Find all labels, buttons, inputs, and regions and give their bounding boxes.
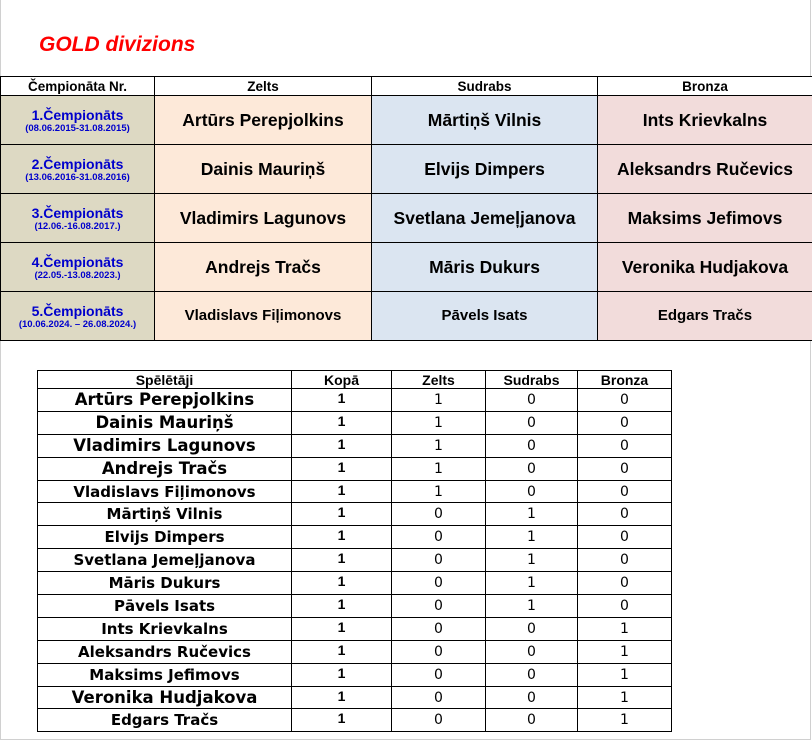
- player-name: Svetlana Jemeļjanova: [38, 549, 292, 572]
- player-total: 1: [292, 389, 392, 412]
- player-name: Maksims Jefimovs: [38, 663, 292, 686]
- header-players: Spēlētāji: [38, 371, 292, 389]
- player-silver-count: 0: [486, 709, 578, 732]
- player-silver-count: 0: [486, 457, 578, 480]
- player-bronze-count: 1: [578, 640, 672, 663]
- player-silver-count: 1: [486, 549, 578, 572]
- championship-title: 5.Čempionāts: [31, 302, 124, 319]
- players-body: [38, 389, 672, 732]
- header-silver: Sudrabs: [372, 77, 598, 96]
- player-bronze-count: 0: [578, 434, 672, 457]
- player-row: [38, 686, 672, 709]
- player-total: 1: [292, 457, 392, 480]
- bronze-winner: Veronika Hudjakova: [621, 256, 789, 277]
- player-row: [38, 480, 672, 503]
- player-total: 1: [292, 503, 392, 526]
- championship-nr-cell: [1, 194, 155, 243]
- player-bronze-count: 1: [578, 663, 672, 686]
- silver-winner: Pāvels Isats: [441, 307, 528, 324]
- player-bronze-count: 0: [578, 549, 672, 572]
- championship-nr-cell: [1, 96, 155, 145]
- player-name: Vladimirs Lagunovs: [38, 434, 292, 457]
- player-row: [38, 503, 672, 526]
- players-header-row: [38, 371, 672, 389]
- player-row: [38, 411, 672, 434]
- silver-winner: Elvijs Dimpers: [424, 158, 545, 179]
- gold-winner: Vladislavs Fiļimonovs: [184, 307, 342, 324]
- player-total: 1: [292, 663, 392, 686]
- player-total: 1: [292, 549, 392, 572]
- championship-row: [1, 243, 812, 292]
- championship-dates: (10.06.2024. – 26.08.2024.): [18, 318, 137, 330]
- player-name: Mārtiņš Vilnis: [38, 503, 292, 526]
- championship-title: 1.Čempionāts: [31, 106, 124, 123]
- player-total: 1: [292, 640, 392, 663]
- player-row: [38, 617, 672, 640]
- player-name: Dainis Mauriņš: [38, 411, 292, 434]
- player-name: Vladislavs Fiļimonovs: [38, 480, 292, 503]
- player-silver-count: 0: [486, 640, 578, 663]
- header-total: Kopā: [292, 371, 392, 389]
- bronze-winner: Aleksandrs Ručevics: [616, 158, 794, 179]
- player-total: 1: [292, 572, 392, 595]
- player-silver-count: 0: [486, 411, 578, 434]
- player-row: [38, 572, 672, 595]
- player-gold-count: 0: [392, 640, 486, 663]
- player-gold-count: 0: [392, 709, 486, 732]
- player-gold-count: 1: [392, 434, 486, 457]
- championship-dates: (12.06.-16.08.2017.): [34, 220, 121, 232]
- player-bronze-count: 0: [578, 457, 672, 480]
- championship-title: 2.Čempionāts: [31, 155, 124, 172]
- player-row: [38, 595, 672, 618]
- player-silver-count: 0: [486, 663, 578, 686]
- player-gold-count: 1: [392, 411, 486, 434]
- player-silver-count: 0: [486, 617, 578, 640]
- championship-row: [1, 96, 812, 145]
- championships-table: [0, 76, 812, 341]
- silver-winner: Mārtiņš Vilnis: [427, 109, 542, 130]
- player-row: [38, 640, 672, 663]
- player-name: Pāvels Isats: [38, 595, 292, 618]
- header-bronze: Bronza: [598, 77, 812, 96]
- player-gold-count: 0: [392, 663, 486, 686]
- championship-dates: (08.06.2015-31.08.2015): [25, 122, 130, 134]
- player-row: [38, 526, 672, 549]
- silver-winner: Māris Dukurs: [429, 256, 540, 277]
- player-silver-count: 1: [486, 526, 578, 549]
- player-name: Veronika Hudjakova: [38, 686, 292, 709]
- page-title: GOLD divizions: [39, 33, 196, 56]
- player-silver-count: 1: [486, 503, 578, 526]
- silver-winner: Svetlana Jemeļjanova: [393, 207, 576, 228]
- player-row: [38, 457, 672, 480]
- player-gold-count: 0: [392, 595, 486, 618]
- header-gold: Zelts: [155, 77, 372, 96]
- championship-nr-cell: [1, 243, 155, 292]
- player-silver-count: 0: [486, 434, 578, 457]
- championships-header-row: [1, 77, 812, 96]
- player-silver-count: 1: [486, 572, 578, 595]
- player-silver-count: 1: [486, 595, 578, 618]
- championship-row: [1, 194, 812, 243]
- player-gold-count: 0: [392, 503, 486, 526]
- player-name: Māris Dukurs: [38, 572, 292, 595]
- player-gold-count: 0: [392, 572, 486, 595]
- championship-title: 4.Čempionāts: [31, 253, 124, 270]
- player-bronze-count: 0: [578, 572, 672, 595]
- player-row: [38, 709, 672, 732]
- player-bronze-count: 0: [578, 526, 672, 549]
- player-gold-count: 1: [392, 389, 486, 412]
- championship-nr-cell: [1, 292, 155, 341]
- player-bronze-count: 0: [578, 411, 672, 434]
- championship-row: [1, 145, 812, 194]
- player-gold-count: 0: [392, 526, 486, 549]
- player-silver-count: 0: [486, 480, 578, 503]
- player-gold-count: 0: [392, 549, 486, 572]
- player-row: [38, 434, 672, 457]
- championship-dates: (22.05.-13.08.2023.): [34, 269, 121, 281]
- header-silver: Sudrabs: [486, 371, 578, 389]
- player-name: Aleksandrs Ručevics: [38, 640, 292, 663]
- player-row: [38, 389, 672, 412]
- championship-row: [1, 292, 812, 341]
- player-total: 1: [292, 526, 392, 549]
- gold-winner: Andrejs Tračs: [205, 256, 321, 277]
- header-bronze: Bronza: [578, 371, 672, 389]
- gold-winner: Dainis Mauriņš: [200, 158, 326, 179]
- player-bronze-count: 0: [578, 480, 672, 503]
- player-total: 1: [292, 709, 392, 732]
- player-row: [38, 663, 672, 686]
- header-championship-nr: Čempionāta Nr.: [1, 77, 155, 96]
- championship-dates: (13.06.2016-31.08.2016): [25, 171, 130, 183]
- player-bronze-count: 0: [578, 503, 672, 526]
- player-total: 1: [292, 686, 392, 709]
- player-silver-count: 0: [486, 389, 578, 412]
- player-total: 1: [292, 411, 392, 434]
- player-bronze-count: 1: [578, 686, 672, 709]
- gold-winner: Artūrs Perepjolkins: [182, 109, 344, 130]
- player-total: 1: [292, 434, 392, 457]
- players-table: [37, 370, 672, 732]
- bronze-winner: Edgars Tračs: [657, 307, 753, 324]
- player-bronze-count: 0: [578, 389, 672, 412]
- player-bronze-count: 1: [578, 709, 672, 732]
- player-name: Edgars Tračs: [38, 709, 292, 732]
- player-total: 1: [292, 595, 392, 618]
- player-name: Ints Krievkalns: [38, 617, 292, 640]
- championship-title: 3.Čempionāts: [31, 204, 124, 221]
- championship-nr-cell: [1, 145, 155, 194]
- player-bronze-count: 0: [578, 595, 672, 618]
- player-gold-count: 1: [392, 480, 486, 503]
- player-name: Artūrs Perepjolkins: [38, 389, 292, 412]
- player-bronze-count: 1: [578, 617, 672, 640]
- player-silver-count: 0: [486, 686, 578, 709]
- bronze-winner: Maksims Jefimovs: [627, 207, 783, 228]
- player-name: Andrejs Tračs: [38, 457, 292, 480]
- player-total: 1: [292, 617, 392, 640]
- player-name: Elvijs Dimpers: [38, 526, 292, 549]
- gold-winner: Vladimirs Lagunovs: [179, 207, 347, 228]
- player-row: [38, 549, 672, 572]
- player-total: 1: [292, 480, 392, 503]
- header-gold: Zelts: [392, 371, 486, 389]
- bronze-winner: Ints Krievkalns: [642, 109, 768, 130]
- player-gold-count: 0: [392, 617, 486, 640]
- player-gold-count: 1: [392, 457, 486, 480]
- player-gold-count: 0: [392, 686, 486, 709]
